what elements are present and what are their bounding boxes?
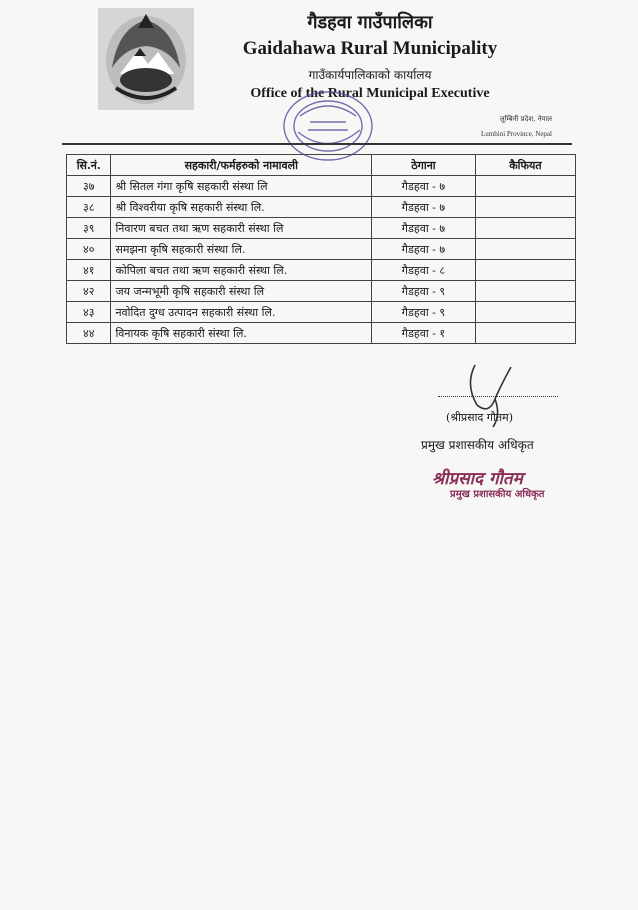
stamp-signatory-name: श्रीप्रसाद गौतम xyxy=(432,469,523,489)
cell-address: गैडहवा - ९ xyxy=(372,302,476,323)
province-nepali: लुम्बिनी प्रदेश, नेपाल xyxy=(499,115,552,123)
cell-address: गैडहवा - ७ xyxy=(372,239,476,260)
column-header-address: ठेगाना xyxy=(372,155,476,176)
office-name-nepali: गाउँकार्यपालिकाको कार्यालय xyxy=(308,68,432,82)
table-row xyxy=(67,323,576,344)
table-row xyxy=(67,197,576,218)
cell-address: गैडहवा - ७ xyxy=(372,218,476,239)
cell-address: गैडहवा - १ xyxy=(372,323,476,344)
cell-remarks xyxy=(475,323,575,344)
municipality-name-nepali: गैडहवा गाउँपालिका xyxy=(307,12,433,33)
cell-remarks xyxy=(475,176,575,197)
cell-name: विनायक कृषि सहकारी संस्था लि. xyxy=(111,323,372,344)
cell-remarks xyxy=(475,239,575,260)
cell-sn: ४२ xyxy=(67,281,111,302)
cell-address: गैडहवा - ८ xyxy=(372,260,476,281)
cell-name: श्री विश्वरीया कृषि सहकारी संस्था लि. xyxy=(111,197,372,218)
cell-remarks xyxy=(475,302,575,323)
cell-remarks xyxy=(475,197,575,218)
cell-name: जय जन्मभूमी कृषि सहकारी संस्था लि xyxy=(111,281,372,302)
cell-sn: ४४ xyxy=(67,323,111,344)
cell-address: गैडहवा - ७ xyxy=(372,176,476,197)
signatory-name: (श्रीप्रसाद गौतम) xyxy=(446,411,513,424)
cell-remarks xyxy=(475,218,575,239)
cell-sn: ३८ xyxy=(67,197,111,218)
office-name-english: Office of the Rural Municipal Executive xyxy=(250,86,490,101)
cell-name: समझना कृषि सहकारी संस्था लि. xyxy=(111,239,372,260)
cell-name: निवारण बचत तथा ऋण सहकारी संस्था लि xyxy=(111,218,372,239)
cell-sn: ४३ xyxy=(67,302,111,323)
municipality-name-english: Gaidahawa Rural Municipality xyxy=(242,38,498,59)
cell-remarks xyxy=(475,281,575,302)
cell-name: श्री सितल गंगा कृषि सहकारी संस्था लि xyxy=(111,176,372,197)
cell-remarks xyxy=(475,260,575,281)
cooperatives-table xyxy=(66,154,576,344)
table-row xyxy=(67,218,576,239)
column-header-name: सहकारी/फर्महरुको नामावली xyxy=(111,155,372,176)
cell-name: नवोदित दुग्ध उत्पादन सहकारी संस्था लि. xyxy=(111,302,372,323)
signature-line xyxy=(438,396,558,397)
header-divider xyxy=(62,143,572,145)
cell-name: कोपिला बचत तथा ऋण सहकारी संस्था लि. xyxy=(111,260,372,281)
stamp-signatory-title: प्रमुख प्रशासकीय अधिकृत xyxy=(450,489,545,500)
province-english: Lumbini Province, Nepal xyxy=(481,130,552,138)
column-header-sn: सि.नं. xyxy=(67,155,111,176)
table-row xyxy=(67,281,576,302)
table-row xyxy=(67,260,576,281)
column-header-remarks: कैफियत xyxy=(475,155,575,176)
table-row xyxy=(67,302,576,323)
cell-sn: ४० xyxy=(67,239,111,260)
table-header-row xyxy=(67,155,576,176)
cell-sn: ३९ xyxy=(67,218,111,239)
cell-address: गैडहवा - ७ xyxy=(372,197,476,218)
table-row xyxy=(67,239,576,260)
cell-sn: ३७ xyxy=(67,176,111,197)
signatory-title: प्रमुख प्रशासकीय अधिकृत xyxy=(421,438,534,452)
table-row xyxy=(67,176,576,197)
cell-sn: ४१ xyxy=(67,260,111,281)
cell-address: गैडहवा - ९ xyxy=(372,281,476,302)
